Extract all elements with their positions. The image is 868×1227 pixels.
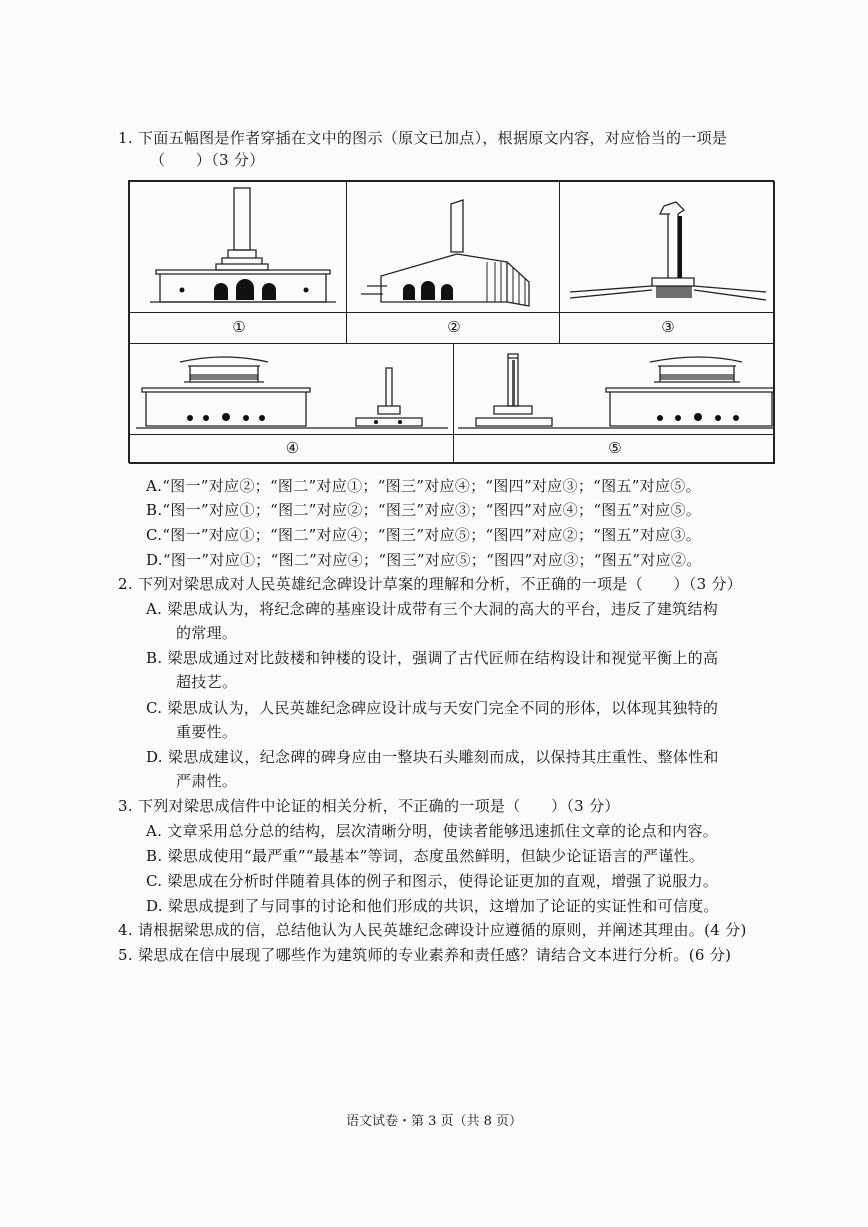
monument-sketch-3 bbox=[560, 182, 776, 314]
label-cell-1 bbox=[129, 312, 347, 344]
figure-cell-1 bbox=[129, 181, 347, 313]
q2-stem: 2. 下列对梁思成对人民英雄纪念碑设计草案的理解和分析，不正确的一项是（ ）（3 分） bbox=[118, 575, 743, 593]
q3-stem: 3. 下列对梁思成信件中论证的相关分析，不正确的一项是（ ）（3 分） bbox=[118, 797, 620, 815]
q5-stem: 5. 梁思成在信中展现了哪些作为建筑师的专业素养和责任感？请结合文本进行分析。(6 分) bbox=[118, 946, 732, 964]
q2-option-b-line2: 超技艺。 bbox=[176, 673, 238, 691]
q4-stem: 4. 请根据梁思成的信，总结他认为人民英雄纪念碑设计应遵循的原则，并阐述其理由。(4 分) bbox=[118, 921, 747, 939]
q1-stem-line1: 1. 下面五幅图是作者穿插在文中的图示（原文已加点），根据原文内容，对应恰当的一项是 bbox=[118, 129, 728, 147]
figure-label-1: ① bbox=[232, 318, 246, 336]
q3-option-a: A. 文章采用总分总的结构，层次清晰分明，使读者能够迅速抓住文章的论点和内容。 bbox=[146, 822, 719, 840]
figure-label-3: ③ bbox=[661, 318, 675, 336]
figure-grid bbox=[128, 180, 774, 463]
q1-option-c: C.“图一”对应①；“图二”对应④；“图三”对应⑤；“图四”对应②；“图五”对应③。 bbox=[146, 526, 701, 544]
q1-option-b: B.“图一”对应①；“图二”对应②；“图三”对应③；“图四”对应④；“图五”对应⑤。 bbox=[146, 501, 702, 519]
q2-option-c-line1: C. 梁思成认为，人民英雄纪念碑应设计成与天安门完全不同的形体，以体现其独特的 bbox=[146, 699, 719, 717]
figure-cell-3 bbox=[559, 181, 775, 313]
monument-sketch-1 bbox=[130, 182, 348, 314]
monument-and-tiananmen-sketch-5 bbox=[454, 344, 776, 436]
q1-stem-line2: （ ）（3 分） bbox=[150, 151, 265, 169]
q2-option-a-line2: 的常理。 bbox=[176, 624, 238, 642]
page-footer: 语文试卷・第 3 页（共 8 页） bbox=[345, 1114, 523, 1129]
figure-cell-5 bbox=[453, 343, 775, 435]
q1-option-a: A.“图一”对应②；“图二”对应①；“图三”对应④；“图四”对应③；“图五”对应⑤。 bbox=[146, 477, 701, 495]
figure-cell-2 bbox=[346, 181, 560, 313]
label-cell-3 bbox=[559, 312, 775, 344]
q2-option-c-line2: 重要性。 bbox=[176, 723, 238, 741]
label-cell-4 bbox=[129, 434, 454, 464]
q2-option-a-line1: A. 梁思成认为，将纪念碑的基座设计成带有三个大洞的高大的平台，违反了建筑结构 bbox=[146, 600, 719, 618]
q3-option-b: B. 梁思成使用“最严重”“最基本”等词，态度虽然鲜明，但缺少论证语言的严谨性。 bbox=[146, 847, 705, 865]
label-cell-2 bbox=[346, 312, 560, 344]
q2-option-b-line1: B. 梁思成通过对比鼓楼和钟楼的设计，强调了古代匠师在结构设计和视觉平衡上的高 bbox=[146, 649, 719, 667]
figure-label-4: ④ bbox=[285, 439, 300, 457]
label-cell-5 bbox=[453, 434, 775, 464]
tiananmen-and-monument-sketch-4 bbox=[130, 344, 455, 436]
figure-label-5: ⑤ bbox=[608, 439, 622, 457]
figure-cell-4 bbox=[129, 343, 454, 435]
monument-sketch-2 bbox=[347, 182, 561, 314]
q2-option-d-line1: D. 梁思成建议，纪念碑的碑身应由一整块石头雕刻而成，以保持其庄重性、整体性和 bbox=[146, 748, 719, 766]
q3-option-d: D. 梁思成提到了与同事的讨论和他们形成的共识，这增加了论证的实证性和可信度。 bbox=[146, 897, 719, 915]
q2-option-d-line2: 严肃性。 bbox=[176, 772, 238, 790]
figure-label-2: ② bbox=[447, 318, 461, 336]
q3-option-c: C. 梁思成在分析时伴随着具体的例子和图示，使得论证更加的直观，增强了说服力。 bbox=[146, 872, 719, 890]
q1-option-d: D.“图一”对应①；“图二”对应④；“图三”对应⑤；“图四”对应③；“图五”对应②。 bbox=[146, 551, 702, 569]
